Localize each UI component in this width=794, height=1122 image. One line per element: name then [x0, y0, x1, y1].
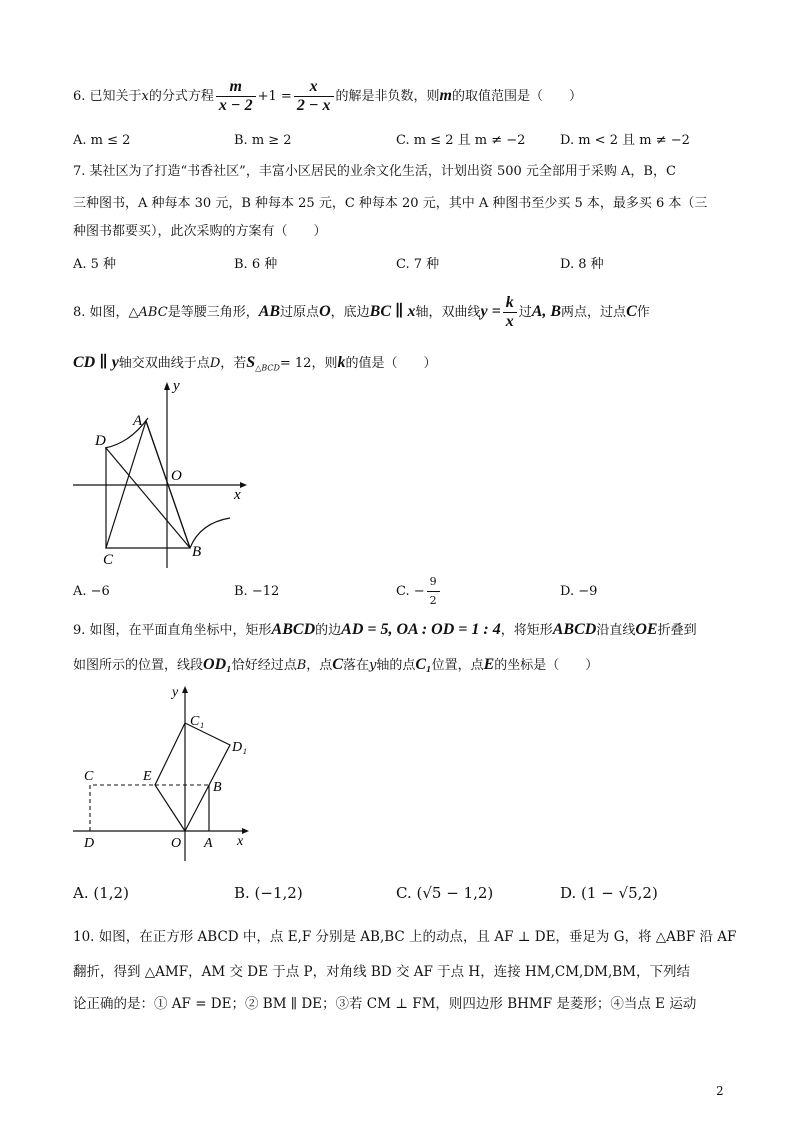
- q8-option-c: C. − $\frac{9}{2}$: [396, 572, 442, 612]
- q8-option-d: D. −9: [560, 584, 598, 599]
- q8-label-o: O: [171, 468, 182, 484]
- q10-line-3: 论正确的是：① AF = DE；② BM ∥ DE；③若 CM ⊥ FM，则四边形 BHMF 是菱形；④当点 E 运动: [73, 996, 697, 1012]
- q6-fraction-1: $\frac{m}{x - 2}$: [216, 78, 256, 115]
- q8-label-a: A: [133, 413, 143, 429]
- q7-line-3: 种图书都要买），此次采购的方案有（ ）: [73, 224, 327, 239]
- q9-label-a: A: [204, 836, 213, 851]
- q9-line-1: 9. 如图，在平面直角坐标中，矩形ABCD的边AD = 5, OA : OD = 1 : 4，将矩形ABCD沿直线OE折叠到: [73, 621, 697, 638]
- q9-label-d1: D₁: [232, 740, 247, 755]
- q9-line-2: 如图所示的位置，线段OD₁恰好经过点B，点C落在y轴的点C₁位置，点E的坐标是（ ）: [73, 656, 599, 673]
- q7-option-a: A. 5 种: [73, 257, 117, 272]
- q9-option-c: C. (√5 − 1,2): [396, 884, 494, 902]
- q8-label-y: y: [173, 378, 180, 394]
- q8-figure: [70, 378, 250, 573]
- q10-line-2: 翻折，得到 △AMF，AM 交 DE 于点 P，对角线 BD 交 AF 于点 H，连接 HM,CM,DM,BM，下列结: [73, 964, 691, 980]
- q9-label-c1: C₁: [190, 714, 205, 729]
- q6-option-c: C. m ≤ 2 且 m ≠ −2: [396, 133, 526, 148]
- q6-option-d: D. m < 2 且 m ≠ −2: [560, 133, 690, 148]
- q8-label-c: C: [103, 552, 114, 568]
- q9-dashed-rect: [90, 785, 155, 831]
- q7-option-d: D. 8 种: [560, 257, 604, 272]
- q7-option-c: C. 7 种: [396, 257, 440, 272]
- q9-label-d: D: [84, 836, 95, 851]
- q7-line-1: 7. 某社区为了打造“书香社区”，丰富小区居民的业余文化生活，计划出资 500 元全部用于采购 A，B，C: [73, 164, 676, 179]
- q9-option-d: D. (1 − √5,2): [560, 884, 658, 902]
- q9-label-x: x: [237, 834, 244, 849]
- q6-option-a: A. m ≤ 2: [73, 133, 131, 148]
- q6-fraction-2: $\frac{x}{2 - x}$: [294, 78, 334, 115]
- q9-label-c: C: [84, 769, 94, 784]
- q7-option-b: B. 6 种: [234, 257, 278, 272]
- q10-line-1: 10. 如图，在正方形 ABCD 中，点 E,F 分别是 AB,BC 上的动点，且 AF ⊥ DE，垂足为 G，将 △ABF 沿 AF: [73, 929, 737, 945]
- q8-line-2: CD ∥ y轴交双曲线于点D，若$S_{\triangle BCD}= 12$，则k的值是（ ）: [73, 354, 437, 373]
- q8-option-a: A. −6: [73, 584, 110, 599]
- q8-label-d: D: [95, 433, 106, 449]
- q7-line-2: 三种图书，A 种每本 30 元，B 种每本 25 元，C 种每本 20 元，其中 A 种图书至少买 5 本，最多买 6 本（三: [73, 196, 708, 211]
- page-number: 2: [716, 1084, 724, 1098]
- q6-stem: 6. 已知关于x的分式方程 $\frac{m}{x - 2}$ +1 = $\frac{x}{2 - x}$ 的解是非负数，则m的取值范围是（ ）: [73, 78, 582, 114]
- q6-option-b: B. m ≥ 2: [234, 133, 292, 148]
- q8-option-b: B. −12: [234, 584, 280, 599]
- q9-label-b: B: [213, 780, 222, 795]
- q9-figure: [70, 683, 260, 863]
- q8-y-arrow-icon: [164, 382, 170, 390]
- q8-x-arrow-icon: [240, 482, 247, 488]
- q9-label-y: y: [172, 685, 179, 700]
- q8-k-fraction: $\frac{k}{x}$: [503, 294, 517, 331]
- q9-label-o: O: [171, 836, 182, 851]
- q9-folded-rect: [155, 723, 230, 831]
- q9-y-arrow-icon: [182, 686, 188, 693]
- q9-option-a: A. (1,2): [73, 884, 129, 902]
- q8-line-1: 8. 如图，△ABC是等腰三角形，AB过原点O，底边BC ∥ x轴，双曲线y = $\frac{k}{x}$ 过A, B两点，过点C作: [73, 294, 650, 330]
- q9-option-b: B. (−1,2): [234, 884, 303, 902]
- q8-segment-db: [106, 448, 190, 548]
- q9-label-e: E: [143, 769, 152, 784]
- q8-label-x: x: [234, 487, 241, 503]
- q8-label-b: B: [192, 544, 202, 560]
